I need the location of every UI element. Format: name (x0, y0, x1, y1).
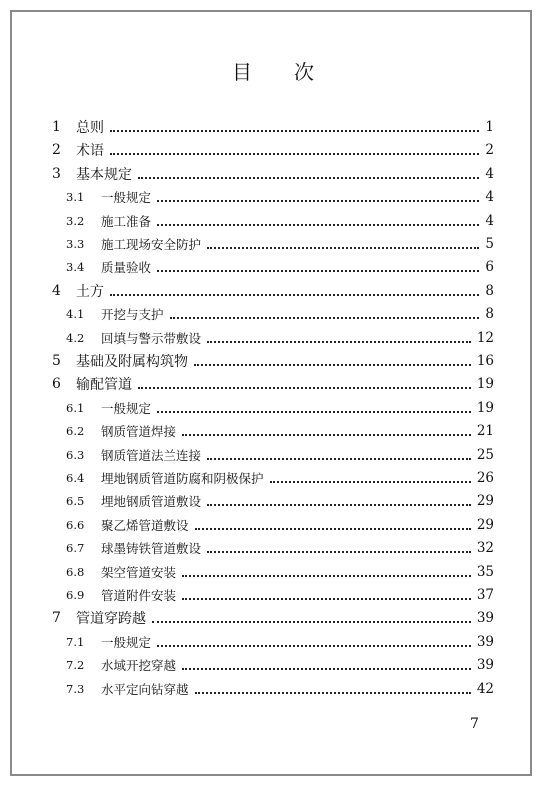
toc-entry[interactable] (0, 280, 546, 302)
toc-dot-leader (207, 341, 471, 343)
toc-entry-title: 埋地钢质管道防腐和阴极保护 (101, 471, 264, 486)
toc-entry-number: 4.2 (66, 330, 85, 345)
toc-entry-number: 6.3 (66, 447, 85, 462)
toc-entry-page: 29 (476, 493, 494, 510)
toc-entry[interactable] (0, 654, 546, 676)
toc-dot-leader (194, 364, 471, 366)
toc-entry-page: 39 (476, 633, 494, 650)
toc-entry-number: 6.6 (66, 517, 85, 532)
toc-entry[interactable] (0, 210, 546, 232)
toc-entry-number: 3 (52, 165, 61, 182)
toc-entry[interactable] (0, 116, 546, 138)
toc-entry[interactable] (0, 607, 546, 629)
toc-entry-title: 施工准备 (101, 213, 152, 229)
toc-entry-title: 架空管道安装 (101, 564, 177, 580)
toc-entry-title: 管道穿跨越 (76, 608, 148, 628)
toc-entry[interactable] (0, 350, 546, 372)
toc-entry-title: 土方 (76, 281, 106, 301)
toc-entry-title: 输配管道 (76, 374, 134, 394)
toc-entry-number: 6.7 (66, 541, 85, 556)
toc-dot-leader (157, 224, 479, 226)
toc-entry-page: 26 (476, 470, 494, 486)
title-char-2: 次 (294, 60, 314, 84)
toc-entry[interactable] (0, 514, 546, 536)
toc-dot-leader (110, 294, 479, 296)
toc-entry-page: 6 (485, 259, 494, 276)
toc-entry[interactable] (0, 256, 546, 278)
toc-entry-title: 一般规定 (101, 400, 152, 416)
toc-entry-page: 19 (476, 376, 494, 393)
toc-entry[interactable] (0, 678, 546, 700)
toc-entry-number: 6.9 (66, 588, 85, 602)
toc-entry-page: 42 (476, 680, 494, 697)
toc-dot-leader (195, 528, 471, 530)
toc-dot-leader (157, 411, 471, 413)
toc-entry[interactable] (0, 163, 546, 185)
toc-entry-number: 3.4 (66, 260, 85, 275)
toc-entry[interactable] (0, 537, 546, 559)
toc-entry-title: 一般规定 (101, 190, 152, 206)
toc-entry[interactable] (0, 186, 546, 208)
toc-entry-page: 4 (485, 189, 494, 206)
toc-entry-page: 32 (476, 540, 494, 557)
toc-entry[interactable] (0, 584, 546, 606)
toc-dot-leader (110, 153, 479, 155)
toc-entry-number: 2 (52, 142, 61, 159)
toc-entry-title: 总则 (76, 117, 106, 137)
toc-entry-title: 球墨铸铁管道敷设 (101, 541, 202, 557)
toc-entry-page: 39 (476, 610, 494, 627)
toc-entry-page: 2 (485, 142, 494, 159)
toc-entry-number: 7.3 (66, 681, 85, 696)
toc-dot-leader (195, 692, 471, 694)
toc-entry[interactable] (0, 233, 546, 255)
title-char-1: 目 (232, 60, 252, 84)
toc-dot-leader (182, 598, 471, 600)
toc-dot-leader (207, 458, 471, 460)
toc-entry-page: 8 (485, 282, 494, 299)
toc-dot-leader (157, 200, 479, 202)
toc-entry-title: 施工现场安全防护 (101, 237, 202, 252)
toc-entry[interactable] (0, 327, 546, 349)
toc-entry[interactable] (0, 444, 546, 466)
footer-page-number: 7 (470, 716, 479, 732)
toc-entry[interactable] (0, 139, 546, 161)
toc-dot-leader (157, 645, 471, 647)
toc-entry-page: 35 (476, 563, 494, 580)
toc-dot-leader (110, 130, 479, 132)
toc-entry-number: 6.2 (66, 424, 85, 439)
toc-entry[interactable] (0, 631, 546, 653)
toc-entry[interactable] (0, 467, 546, 489)
toc-dot-leader (207, 551, 471, 553)
toc-entry-title: 开挖与支护 (101, 307, 164, 323)
toc-entry-title: 基本规定 (76, 164, 134, 184)
toc-entry-title: 钢质管道焊接 (101, 424, 177, 440)
toc-entry-number: 4.1 (66, 307, 85, 322)
toc-entry-title: 水平定向钻穿越 (101, 681, 189, 697)
toc-entry-title: 术语 (76, 140, 106, 160)
toc-entry-number: 6.4 (66, 471, 85, 485)
toc-entry-number: 6 (52, 376, 61, 393)
toc-entry-number: 7.2 (66, 658, 85, 673)
toc-dot-leader (207, 504, 471, 506)
toc-entry-title: 基础及附属构筑物 (76, 351, 190, 371)
page-title (0, 56, 546, 85)
toc-entry-page: 21 (476, 423, 494, 440)
toc-entry-page: 12 (476, 329, 494, 346)
toc-dot-leader (270, 481, 471, 483)
toc-entry[interactable] (0, 420, 546, 442)
toc-dot-leader (182, 434, 471, 436)
toc-entry-title: 聚乙烯管道敷设 (101, 517, 189, 533)
toc-entry-page: 37 (476, 587, 494, 603)
toc-entry-page: 16 (476, 353, 494, 369)
toc-entry-page: 29 (476, 516, 494, 533)
toc-entry-number: 3.1 (66, 190, 85, 205)
toc-entry-number: 6.1 (66, 400, 85, 415)
toc-entry-page: 25 (476, 446, 494, 463)
toc-entry-page: 1 (485, 119, 494, 135)
toc-entry[interactable] (0, 561, 546, 583)
toc-entry-title: 钢质管道法兰连接 (101, 447, 202, 463)
toc-dot-leader (170, 317, 479, 319)
toc-dot-leader (182, 575, 471, 577)
toc-dot-leader (138, 387, 471, 389)
toc-entry-number: 3.2 (66, 213, 85, 228)
toc-entry-title: 质量验收 (101, 260, 152, 276)
toc-entry-number: 5 (52, 353, 61, 369)
toc-entry-number: 7 (52, 610, 61, 627)
toc-entry-page: 39 (476, 657, 494, 674)
toc-entry-title: 管道附件安装 (101, 588, 177, 603)
toc-dot-leader (157, 270, 479, 272)
toc-entry-page: 19 (476, 399, 494, 416)
toc-entry-title: 埋地钢质管道敷设 (101, 494, 202, 510)
toc-entry-number: 6.8 (66, 564, 85, 579)
toc-entry[interactable] (0, 373, 546, 395)
toc-entry[interactable] (0, 490, 546, 512)
toc-entry-page: 4 (485, 165, 494, 182)
toc-entry-number: 4 (52, 282, 61, 299)
toc-entry-number: 6.5 (66, 494, 85, 509)
toc-dot-leader (138, 177, 479, 179)
toc-dot-leader (207, 247, 479, 249)
toc-entry-title: 一般规定 (101, 634, 152, 650)
toc-entry-number: 1 (52, 119, 61, 135)
toc-dot-leader (182, 668, 471, 670)
toc-entry-number: 7.1 (66, 634, 85, 649)
toc-entry-page: 8 (485, 306, 494, 323)
toc-entry-title: 水域开挖穿越 (101, 658, 177, 674)
toc-dot-leader (152, 621, 471, 623)
toc-entry-title: 回填与警示带敷设 (101, 330, 202, 346)
toc-entry-page: 4 (485, 212, 494, 229)
toc-entry[interactable] (0, 397, 546, 419)
toc-entry-number: 3.3 (66, 237, 85, 251)
toc-entry[interactable] (0, 303, 546, 325)
toc-entry-page: 5 (485, 236, 494, 252)
